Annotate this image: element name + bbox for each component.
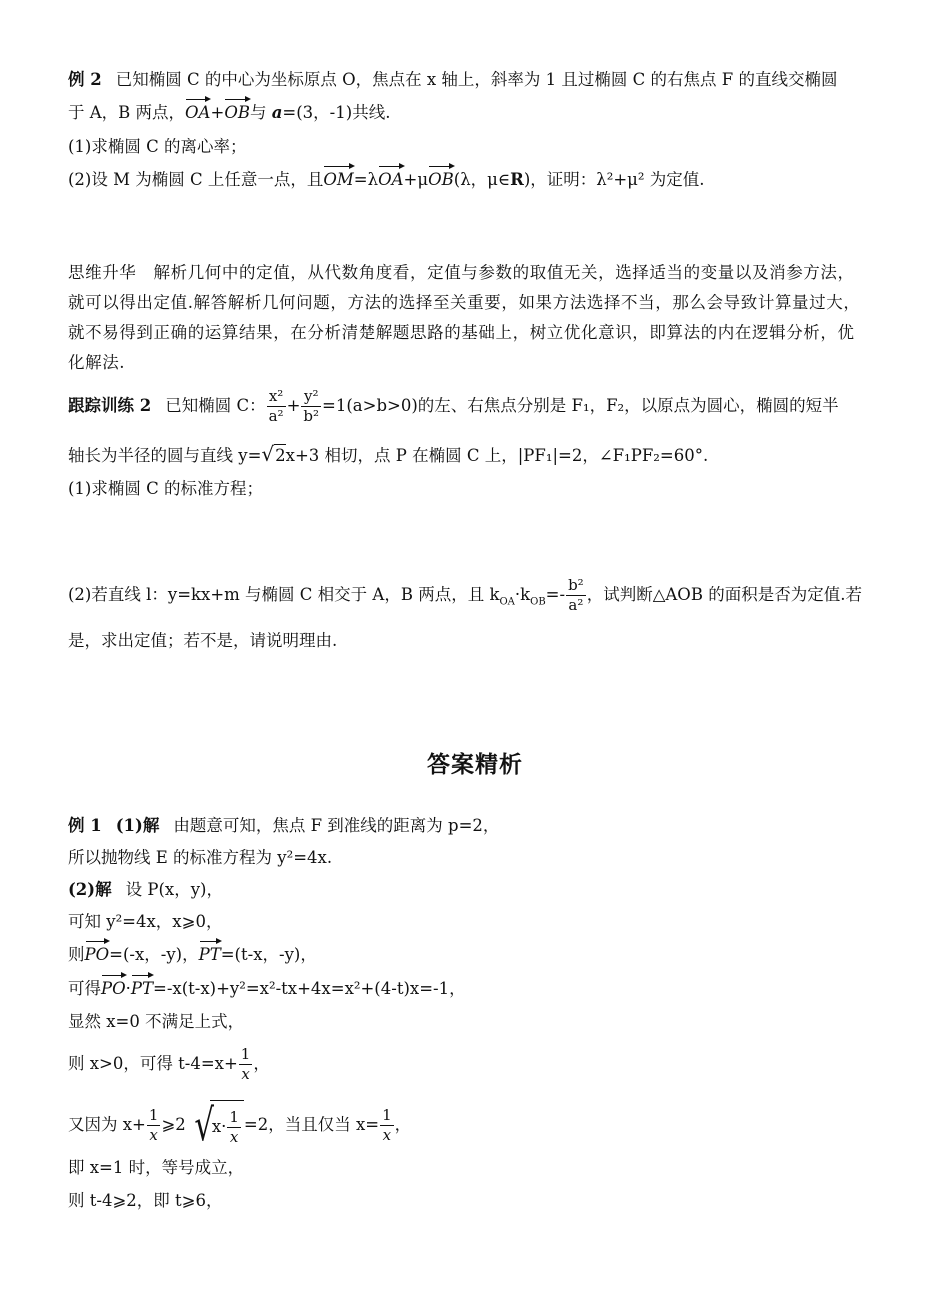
dot-op: · [125,979,131,998]
sqrt-icon: √ [261,442,275,466]
sqrt-radicand: 2 [275,446,286,465]
plus-sign: + [210,103,225,122]
vector-po-2: PO [101,979,126,998]
answer-ex1-line-7: 显然 x=0 不满足上式， [68,1012,245,1031]
answer-ex1-label: 例 1 [68,816,102,835]
fraction-b2-a2 [566,576,586,615]
track-2-l2-post: x+3 相切，点 P 在椭圆 C 上，|PF₁|=2，∠F₁PF₂=60°. [285,446,709,465]
frac-den: x [147,1125,161,1145]
vector-pt: PT [198,945,221,964]
answer-ex1-line-6 [68,978,466,1000]
with-text: 与 [249,103,272,122]
vector-oa-2: OA [378,170,404,189]
thinking-line-1: 思维升华 解析几何中的定值，从代数角度看，定值与参数的取值无关，选择适当的变量以及消参方法， [68,263,855,282]
vector-ob: OB [224,103,250,122]
q2-end: )，证明：λ²+μ² 为定值. [523,170,705,189]
vector-oa: OA [185,103,211,122]
track-2-question-2 [68,573,862,617]
frac-num: x² [268,387,284,405]
q2-tail: (λ，μ∈ [453,170,511,189]
answer-l1: 由题意可知，焦点 F 到准线的距离为 p=2， [173,816,500,835]
example-2-label: 例 2 [68,70,102,89]
frac-den: x [227,1127,241,1147]
track-2-question-2-line-2: 是，求出定值；若不是，请说明理由. [68,631,338,650]
example-2-question-1: (1)求椭圆 C 的离心率； [68,137,247,156]
sqrt-inner-pre: x· [211,1117,227,1136]
fraction-1-x-2 [147,1106,161,1145]
track-2-label: 跟踪训练 2 [68,396,152,415]
example-2-line-1 [68,69,837,91]
sqrt-expression [210,1100,244,1151]
q2-dot: ·k [514,585,531,604]
vector-po: PO [84,945,110,964]
fraction-1-x-3 [227,1108,241,1147]
vector-om: OM [323,170,354,189]
answer-l5-end: =(t-x，-y)， [220,945,317,964]
q2-eq: =λ [353,170,379,189]
frac-num: y² [303,387,319,405]
answer-l6-end: =-x(t-x)+y²=x²-tx+4x=x²+(4-t)x=-1， [153,979,466,998]
vector-pt-2: PT [130,979,153,998]
track-2-line-1: 跟踪训练 2 已知椭圆 C： $\frac{\text{x²}}{\text{a²}}$ + $\frac{\text{y²}}{\text{b²}}$ =1(a>b>0)的左、右焦点分别是 F₁，F₂，以原点为圆心，椭圆的短半 [68,387,839,425]
q2-post: ，试判断△AOB 的面积是否为定值.若 [586,585,862,604]
q2-plus: +μ [403,170,429,189]
answer-ex1-line-8 [68,1042,270,1086]
frac-num: 1 [240,1045,251,1063]
answers-title: 答案精析 [427,752,523,778]
frac-num: 1 [229,1108,239,1126]
answer-l6-pre: 可得 [68,979,101,998]
subscript-oa: OA [499,596,515,608]
track-2-question-1: (1)求椭圆 C 的标准方程； [68,479,263,498]
q2-eq: =- [545,585,566,604]
answer-l8-pre: 则 x>0，可得 t-4=x+ [68,1054,238,1073]
real-set: R [510,170,524,189]
frac-den: b² [303,407,320,425]
answer-l5-pre: 则 [68,945,85,964]
track-2-pre: 已知椭圆 C： [165,396,266,415]
fraction-1-x-4 [380,1106,394,1145]
frac-den: a² [268,407,284,425]
vector-a: a [271,103,283,122]
example-2-text-2: 于 A，B 两点， [68,103,186,122]
comma: ， [253,1054,270,1073]
subscript-ob: OB [530,596,546,608]
answer-ex1-line-11: 则 t-4⩾2，即 t⩾6， [68,1191,223,1210]
answer-ex1-line-3 [68,879,223,901]
thinking-line-4: 化解法. [68,353,126,372]
answer-l9-mid: ⩾2 [161,1115,186,1134]
thinking-line-3: 就不易得到正确的运算结果，在分析清楚解题思路的基础上，树立优化意识，即算法的内在逻辑分析，优 [68,323,855,342]
frac-den: x [380,1125,394,1145]
frac-num: 1 [382,1106,392,1124]
answer-ex1-line-1 [68,815,499,837]
answer-l3: 设 P(x，y)， [125,880,223,899]
answer-l9-eq: =2，当且仅当 x= [243,1115,380,1134]
example-2-question-2 [68,169,705,191]
q2-pre: (2)设 M 为椭圆 C 上任意一点，且 [68,170,324,189]
q2-pre-text: (2)若直线 l：y=kx+m 与椭圆 C 相交于 A，B 两点，且 k [68,585,500,604]
track-2-l2-pre: 轴长为半径的圆与直线 y= [68,446,262,465]
answer-l9-pre: 又因为 x+ [68,1115,146,1134]
comma-2: ， [394,1115,412,1134]
example-2-text-1: 已知椭圆 C 的中心为坐标原点 O，焦点在 x 轴上，斜率为 1 且过椭圆 C 的右焦点 F 的直线交椭圆 [115,70,838,89]
fraction-x2-a2 [267,387,286,426]
answer-part-1: (1)解 [115,816,160,835]
frac-num: 1 [148,1106,159,1124]
fraction-1-x [239,1045,253,1084]
fraction-y2-b2 [301,387,321,426]
answer-ex1-line-9 [68,1100,411,1151]
track-2-line-2 [68,444,708,467]
collinear-text: =(3，-1)共线. [282,103,391,122]
answer-part-2: (2)解 [68,880,112,899]
track-2-post: =1(a>b>0)的左、右焦点分别是 F₁，F₂，以原点为圆心，椭圆的短半 [322,396,839,415]
frac-num: b² [568,576,584,594]
example-2-line-2 [68,102,390,124]
answer-l5-mid: =(-x，-y)， [109,945,199,964]
answer-ex1-line-4: 可知 y²=4x，x⩾0， [68,912,223,931]
big-sqrt-icon: √ [194,1099,214,1151]
vector-ob-2: OB [428,170,454,189]
frac-den: a² [566,595,586,615]
frac-den: x [239,1064,253,1084]
answer-ex1-line-10: 即 x=1 时，等号成立， [68,1158,245,1177]
answer-ex1-line-5 [68,944,317,966]
thinking-line-2: 就可以得出定值.解答解析几何问题，方法的选择至关重要，如果方法选择不当，那么会导致计算量过大， [68,293,861,312]
answer-ex1-line-2: 所以抛物线 E 的标准方程为 y²=4x. [68,848,333,867]
